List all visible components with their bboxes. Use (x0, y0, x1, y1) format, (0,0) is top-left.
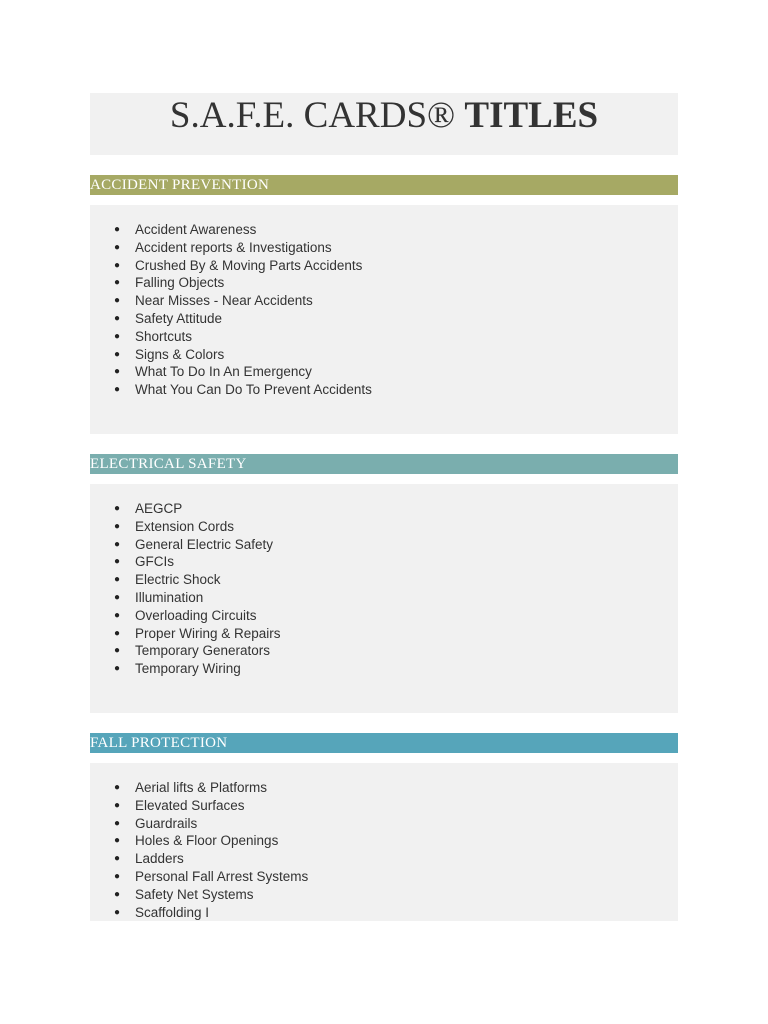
list-item: ● Guardrails (114, 815, 198, 831)
section-header-electrical-safety: ELECTRICAL SAFETY (90, 454, 678, 474)
list-item: ● Aerial lifts & Platforms (114, 780, 268, 795)
section-header-fall-protection: FALL PROTECTION (90, 733, 678, 753)
list-item: ● AEGCP (114, 501, 183, 516)
list-item: ● Elevated Surfaces (114, 797, 245, 813)
list-item: ● Extension Cords (114, 518, 235, 534)
list-item: ● Temporary Wiring (114, 661, 241, 677)
accident-prevention-list (90, 221, 372, 399)
list-item: ● Holes & Floor Openings (114, 833, 279, 849)
page-title-bold: TITLES (464, 95, 599, 136)
list-item: ● Accident Awareness (114, 222, 257, 237)
list-item: ● Ladders (114, 851, 184, 867)
section-header-accident-prevention: ACCIDENT PREVENTION (90, 175, 678, 195)
list-item: ● Safety Attitude (114, 310, 223, 326)
list-item: ● Illumination (114, 589, 204, 605)
list-item: ● Scaffolding I (114, 904, 210, 920)
section-accident-prevention (90, 205, 678, 434)
list-item: ● Near Misses - Near Accidents (114, 293, 313, 309)
list-item: ● Safety Net Systems (114, 886, 254, 902)
list-item: ● General Electric Safety (114, 536, 274, 552)
list-item: ● Signs & Colors (114, 346, 225, 362)
list-item: ● What You Can Do To Prevent Accidents (114, 382, 372, 398)
page-title-regular: S.A.F.E. CARDS® (169, 95, 456, 136)
fall-protection-list (90, 779, 308, 921)
section-electrical-safety (90, 484, 678, 713)
list-item: ● Personal Fall Arrest Systems (114, 868, 309, 884)
list-item: ● Accident reports & Investigations (114, 239, 332, 255)
list-item: ● Shortcuts (114, 328, 193, 344)
list-item: ● Proper Wiring & Repairs (114, 625, 281, 641)
list-item: ● Falling Objects (114, 275, 225, 291)
list-item: ● GFCIs (114, 554, 174, 570)
list-item: ● Crushed By & Moving Parts Accidents (114, 257, 363, 273)
list-item: ● Overloading Circuits (114, 607, 257, 623)
section-fall-protection (90, 763, 678, 921)
list-item: ● Temporary Generators (114, 643, 271, 659)
list-item: ● What To Do In An Emergency (114, 364, 312, 380)
page-title (90, 93, 678, 155)
list-item: ● Electric Shock (114, 572, 221, 588)
electrical-safety-list (90, 500, 281, 678)
